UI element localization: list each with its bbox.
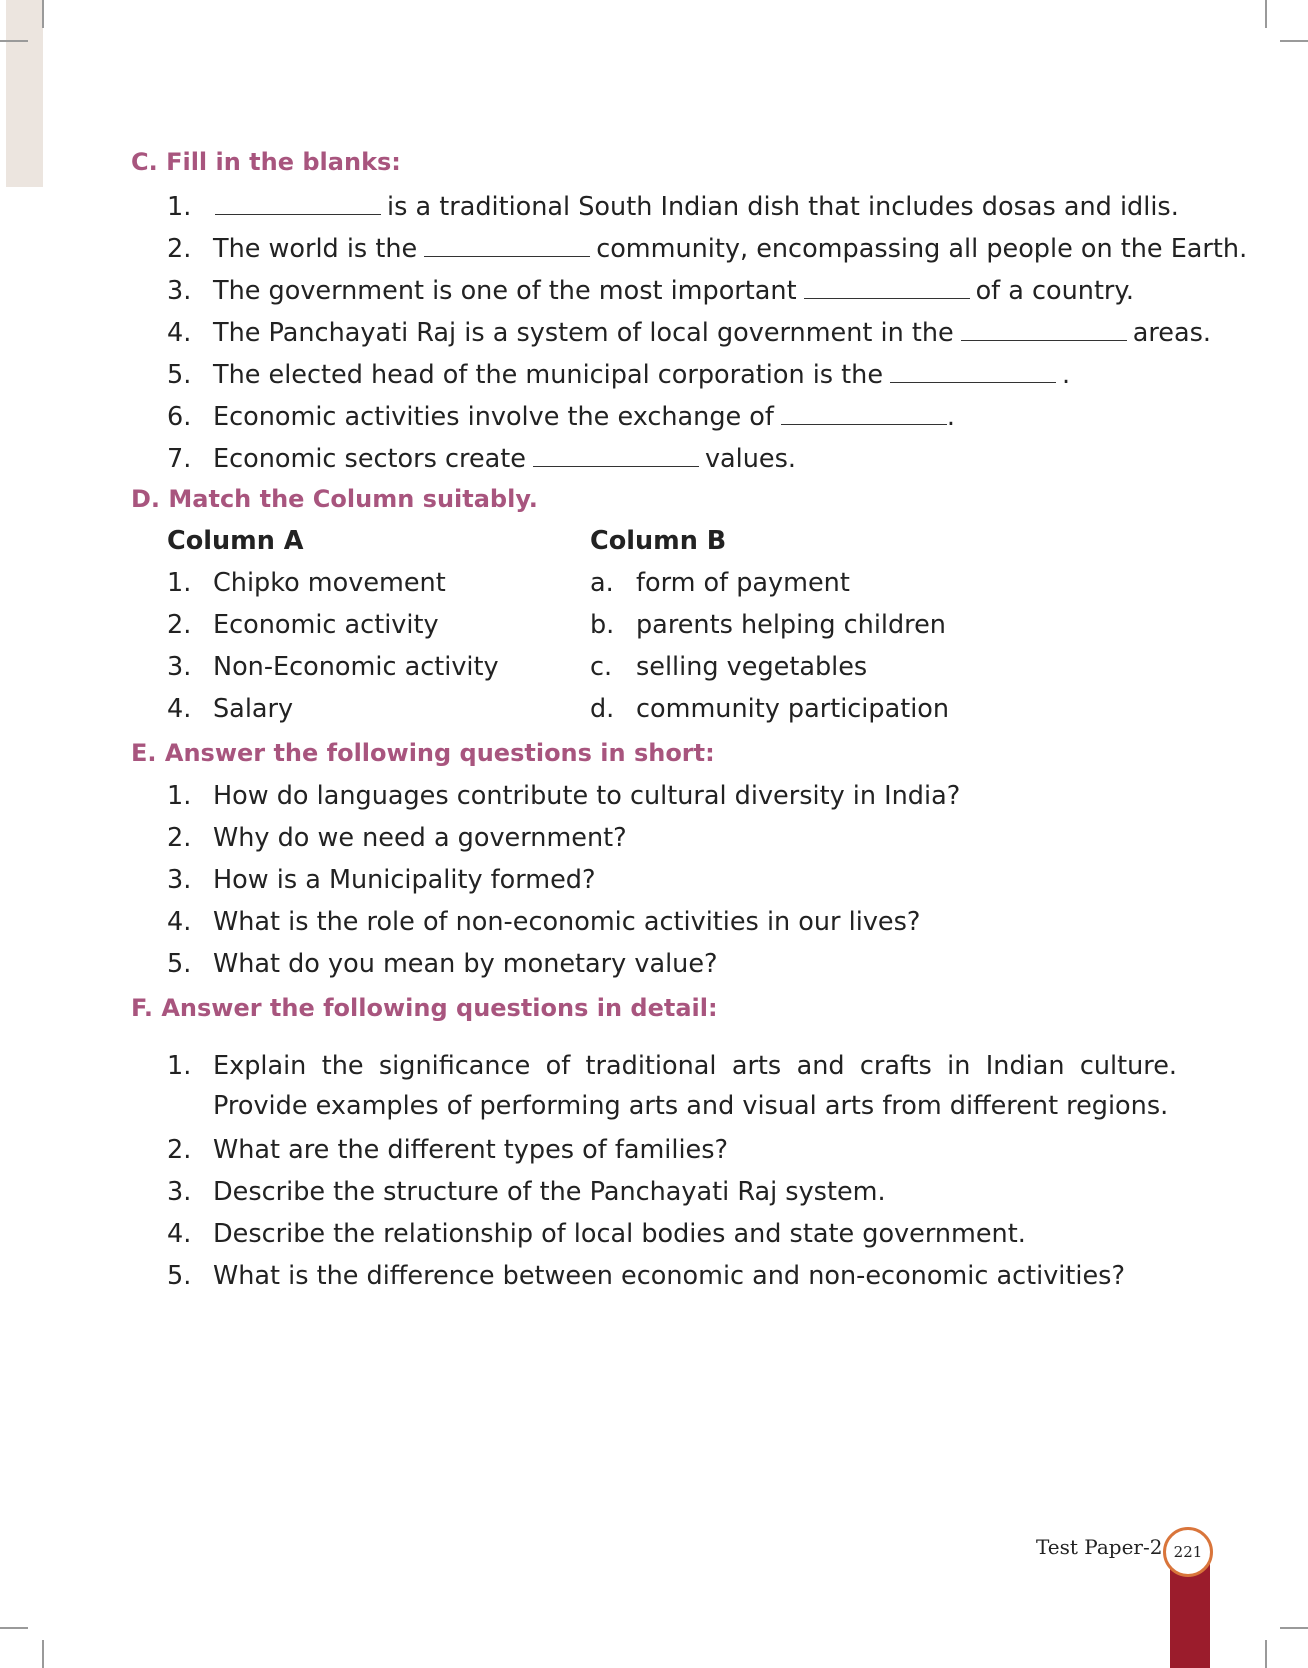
item-number: 2. (167, 1135, 192, 1165)
item-text-after: . (946, 402, 955, 432)
page-number-badge (1163, 1527, 1213, 1577)
item-text-before: Economic sectors create (213, 444, 526, 474)
short-question-item (167, 948, 1178, 980)
item-text-before: The government is one of the most important (213, 276, 797, 306)
short-question-item (167, 864, 1178, 896)
item-text: How is a Municipality formed? (213, 865, 596, 895)
column-b-item (590, 568, 850, 598)
item-text: Why do we need a government? (213, 823, 627, 853)
item-text-after: . (1062, 360, 1071, 390)
item-text: What are the different types of families? (213, 1135, 729, 1165)
column-a-item (167, 694, 293, 724)
item-letter: b. (590, 610, 615, 640)
item-text: Explain the significance of traditional arts and crafts in Indian culture. Provide examples of performing arts and visual arts from different regions. (213, 1051, 1177, 1121)
item-number: 3. (167, 652, 192, 682)
item-letter: d. (590, 694, 615, 724)
item-text-before: The elected head of the municipal corporation is the (213, 360, 884, 390)
column-b-title: Column B (590, 526, 727, 556)
detail-question-item (167, 1260, 1178, 1292)
item-text: What is the difference between economic and non-economic activities? (213, 1261, 1125, 1291)
detail-question-item (167, 1176, 1178, 1208)
short-question-item (167, 906, 1178, 938)
item-text-after: values. (704, 444, 797, 474)
item-text: Economic activity (213, 610, 439, 640)
item-text: form of payment (636, 568, 850, 598)
detail-question-item (167, 1134, 1178, 1166)
item-number: 3. (167, 276, 192, 306)
column-a-item (167, 610, 439, 640)
column-b-item (590, 652, 867, 682)
section-e-heading: E. Answer the following questions in short: (131, 739, 715, 767)
detail-question-item (167, 1046, 1177, 1126)
column-a-item (167, 652, 499, 682)
item-text: parents helping children (636, 610, 946, 640)
item-text-before: Economic activities involve the exchange of (213, 402, 774, 432)
item-letter: c. (590, 652, 613, 682)
answer-blank[interactable] (215, 190, 381, 215)
item-text: What is the role of non-economic activities in our lives? (213, 907, 921, 937)
item-number: 4. (167, 694, 192, 724)
item-text: Chipko movement (213, 568, 446, 598)
section-f-heading: F. Answer the following questions in detail: (131, 994, 718, 1022)
footer-label: Test Paper-2 (1036, 1535, 1163, 1559)
item-text-before: The world is the (213, 234, 418, 264)
fill-blank-item (167, 358, 1178, 391)
item-text: community participation (636, 694, 950, 724)
column-a-title: Column A (167, 526, 304, 556)
fill-blank-item (167, 232, 1248, 265)
item-text: Salary (213, 694, 294, 724)
item-number: 4. (167, 1219, 192, 1249)
answer-blank[interactable] (890, 358, 1056, 383)
fill-blank-item (167, 274, 1178, 307)
section-d-heading: D. Match the Column suitably. (131, 485, 538, 513)
column-a-item (167, 568, 446, 598)
answer-blank[interactable] (424, 232, 590, 257)
item-number: 5. (167, 949, 192, 979)
item-number: 1. (167, 781, 192, 811)
item-number: 7. (167, 444, 192, 474)
item-number: 6. (167, 402, 192, 432)
item-text: How do languages contribute to cultural diversity in India? (213, 781, 961, 811)
item-text-before: The Panchayati Raj is a system of local government in the (213, 318, 954, 348)
answer-blank[interactable] (781, 400, 947, 425)
fill-blank-item (167, 442, 1178, 475)
fill-blank-item (167, 190, 1178, 223)
item-number: 4. (167, 318, 192, 348)
page-number: 221 (1173, 1543, 1203, 1561)
column-b-item (590, 694, 949, 724)
item-text: Describe the relationship of local bodies and state government. (213, 1219, 1026, 1249)
detail-question-item (167, 1218, 1178, 1250)
fill-blank-item (167, 316, 1211, 349)
item-text-after: areas. (1132, 318, 1211, 348)
item-text-after: of a country. (975, 276, 1134, 306)
item-letter: a. (590, 568, 614, 598)
answer-blank[interactable] (533, 442, 699, 467)
item-number: 1. (167, 192, 192, 222)
item-number: 1. (167, 1051, 192, 1081)
item-text-after: is a traditional South Indian dish that includes dosas and idlis. (387, 192, 1179, 222)
item-text: Non-Economic activity (213, 652, 499, 682)
answer-blank[interactable] (804, 274, 970, 299)
item-text-after: community, encompassing all people on the Earth. (596, 234, 1248, 264)
item-number: 2. (167, 610, 192, 640)
item-text: What do you mean by monetary value? (213, 949, 718, 979)
fill-blank-item (167, 400, 1178, 433)
item-text: selling vegetables (636, 652, 868, 682)
item-number: 3. (167, 1177, 192, 1207)
item-number: 5. (167, 360, 192, 390)
item-number: 1. (167, 568, 192, 598)
item-number: 3. (167, 865, 192, 895)
item-number: 5. (167, 1261, 192, 1291)
short-question-item (167, 822, 1178, 854)
short-question-item (167, 780, 1178, 812)
section-c-heading: C. Fill in the blanks: (131, 148, 401, 176)
column-b-item (590, 610, 946, 640)
item-number: 4. (167, 907, 192, 937)
item-number: 2. (167, 234, 192, 264)
item-number: 2. (167, 823, 192, 853)
answer-blank[interactable] (961, 316, 1127, 341)
item-text: Describe the structure of the Panchayati Raj system. (213, 1177, 886, 1207)
